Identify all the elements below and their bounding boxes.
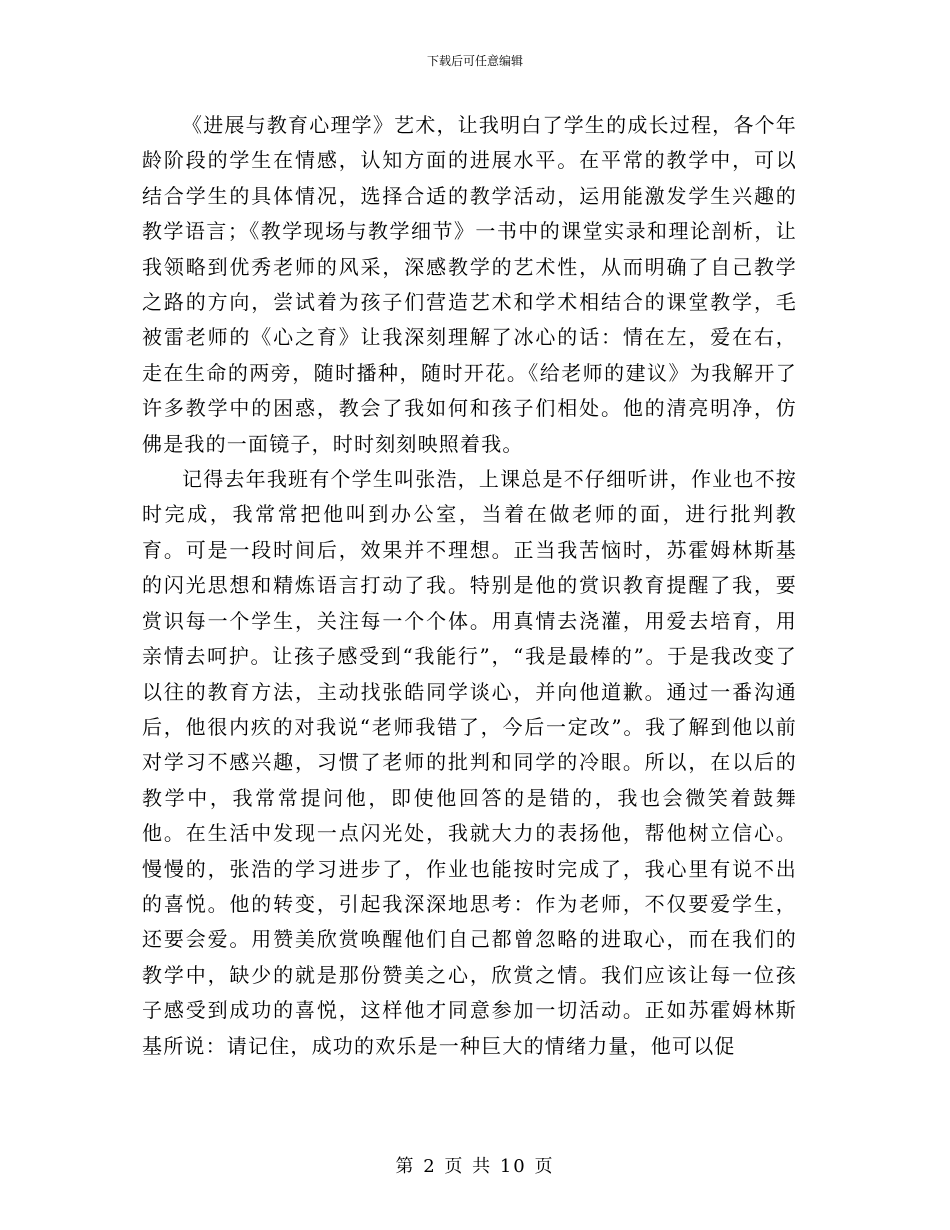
paragraph-reading-reflection: 《进展与教育心理学》艺术，让我明白了学生的成长过程，各个年龄阶段的学生在情感，认知方面的进展水平。在平常的教学中，可以结合学生的具体情况，选择合适的教学活动，运用能激发学生兴趣的教学语言；《教学现场与教学细节》一书中的课堂实录和理论剖析，让我领略到优秀老师的风采，深感教学的艺术性，从而明确了自己教学之路的方向，尝试着为孩子们营造艺术和学术相结合的课堂教学，毛被雷老师的《心之育》让我深刻理解了冰心的话：情在左，爱在右，走在生命的两旁，随时播种，随时开花。《给老师的建议》为我解开了许多教学中的困惑，教会了我如何和孩子们相处。他的清亮明净，仿佛是我的一面镜子，时时刻刻映照着我。 [142, 113, 797, 456]
page-number-footer: 第 2 页 共 10 页 [395, 1156, 555, 1177]
paragraph-student-story: 记得去年我班有个学生叫张浩，上课总是不仔细听讲，作业也不按时完成，我常常把他叫到办公室，当着在做老师的面，进行批判教育。可是一段时间后，效果并不理想。正当我苦恼时，苏霍姆林斯基的闪光思想和精炼语言打动了我。特别是他的赏识教育提醒了我，要赏识每一个学生，关注每一个个体。用真情去浇灌，用爱去培育，用亲情去呵护。让孩子感受到“我能行”，“我是最棒的”。于是我改变了以往的教育方法，主动找张皓同学谈心，并向他道歉。通过一番沟通后，他很内疚的对我说“老师我错了，今后一定改”。我了解到他以前对学习不感兴趣，习惯了老师的批判和同学的冷眼。所以，在以后的教学中，我常常提问他，即使他回答的是错的，我也会微笑着鼓舞他。在生活中发现一点闪光处，我就大力的表扬他，帮他树立信心。慢慢的，张浩的学习进步了，作业也能按时完成了，我心里有说不出的喜悦。他的转变，引起我深深地思考：作为老师，不仅要爱学生，还要会爱。用赞美欣赏唤醒他们自己都曾忽略的进取心，而在我们的教学中，缺少的就是那份赞美之心，欣赏之情。我们应该让每一位孩子感受到成功的喜悦，这样他才同意参加一切活动。正如苏霍姆林斯基所说：请记住，成功的欢乐是一种巨大的情绪力量，他可以促 [142, 467, 797, 1058]
document-body [142, 108, 797, 1064]
page-header: 下载后可任意编辑 [426, 54, 523, 68]
